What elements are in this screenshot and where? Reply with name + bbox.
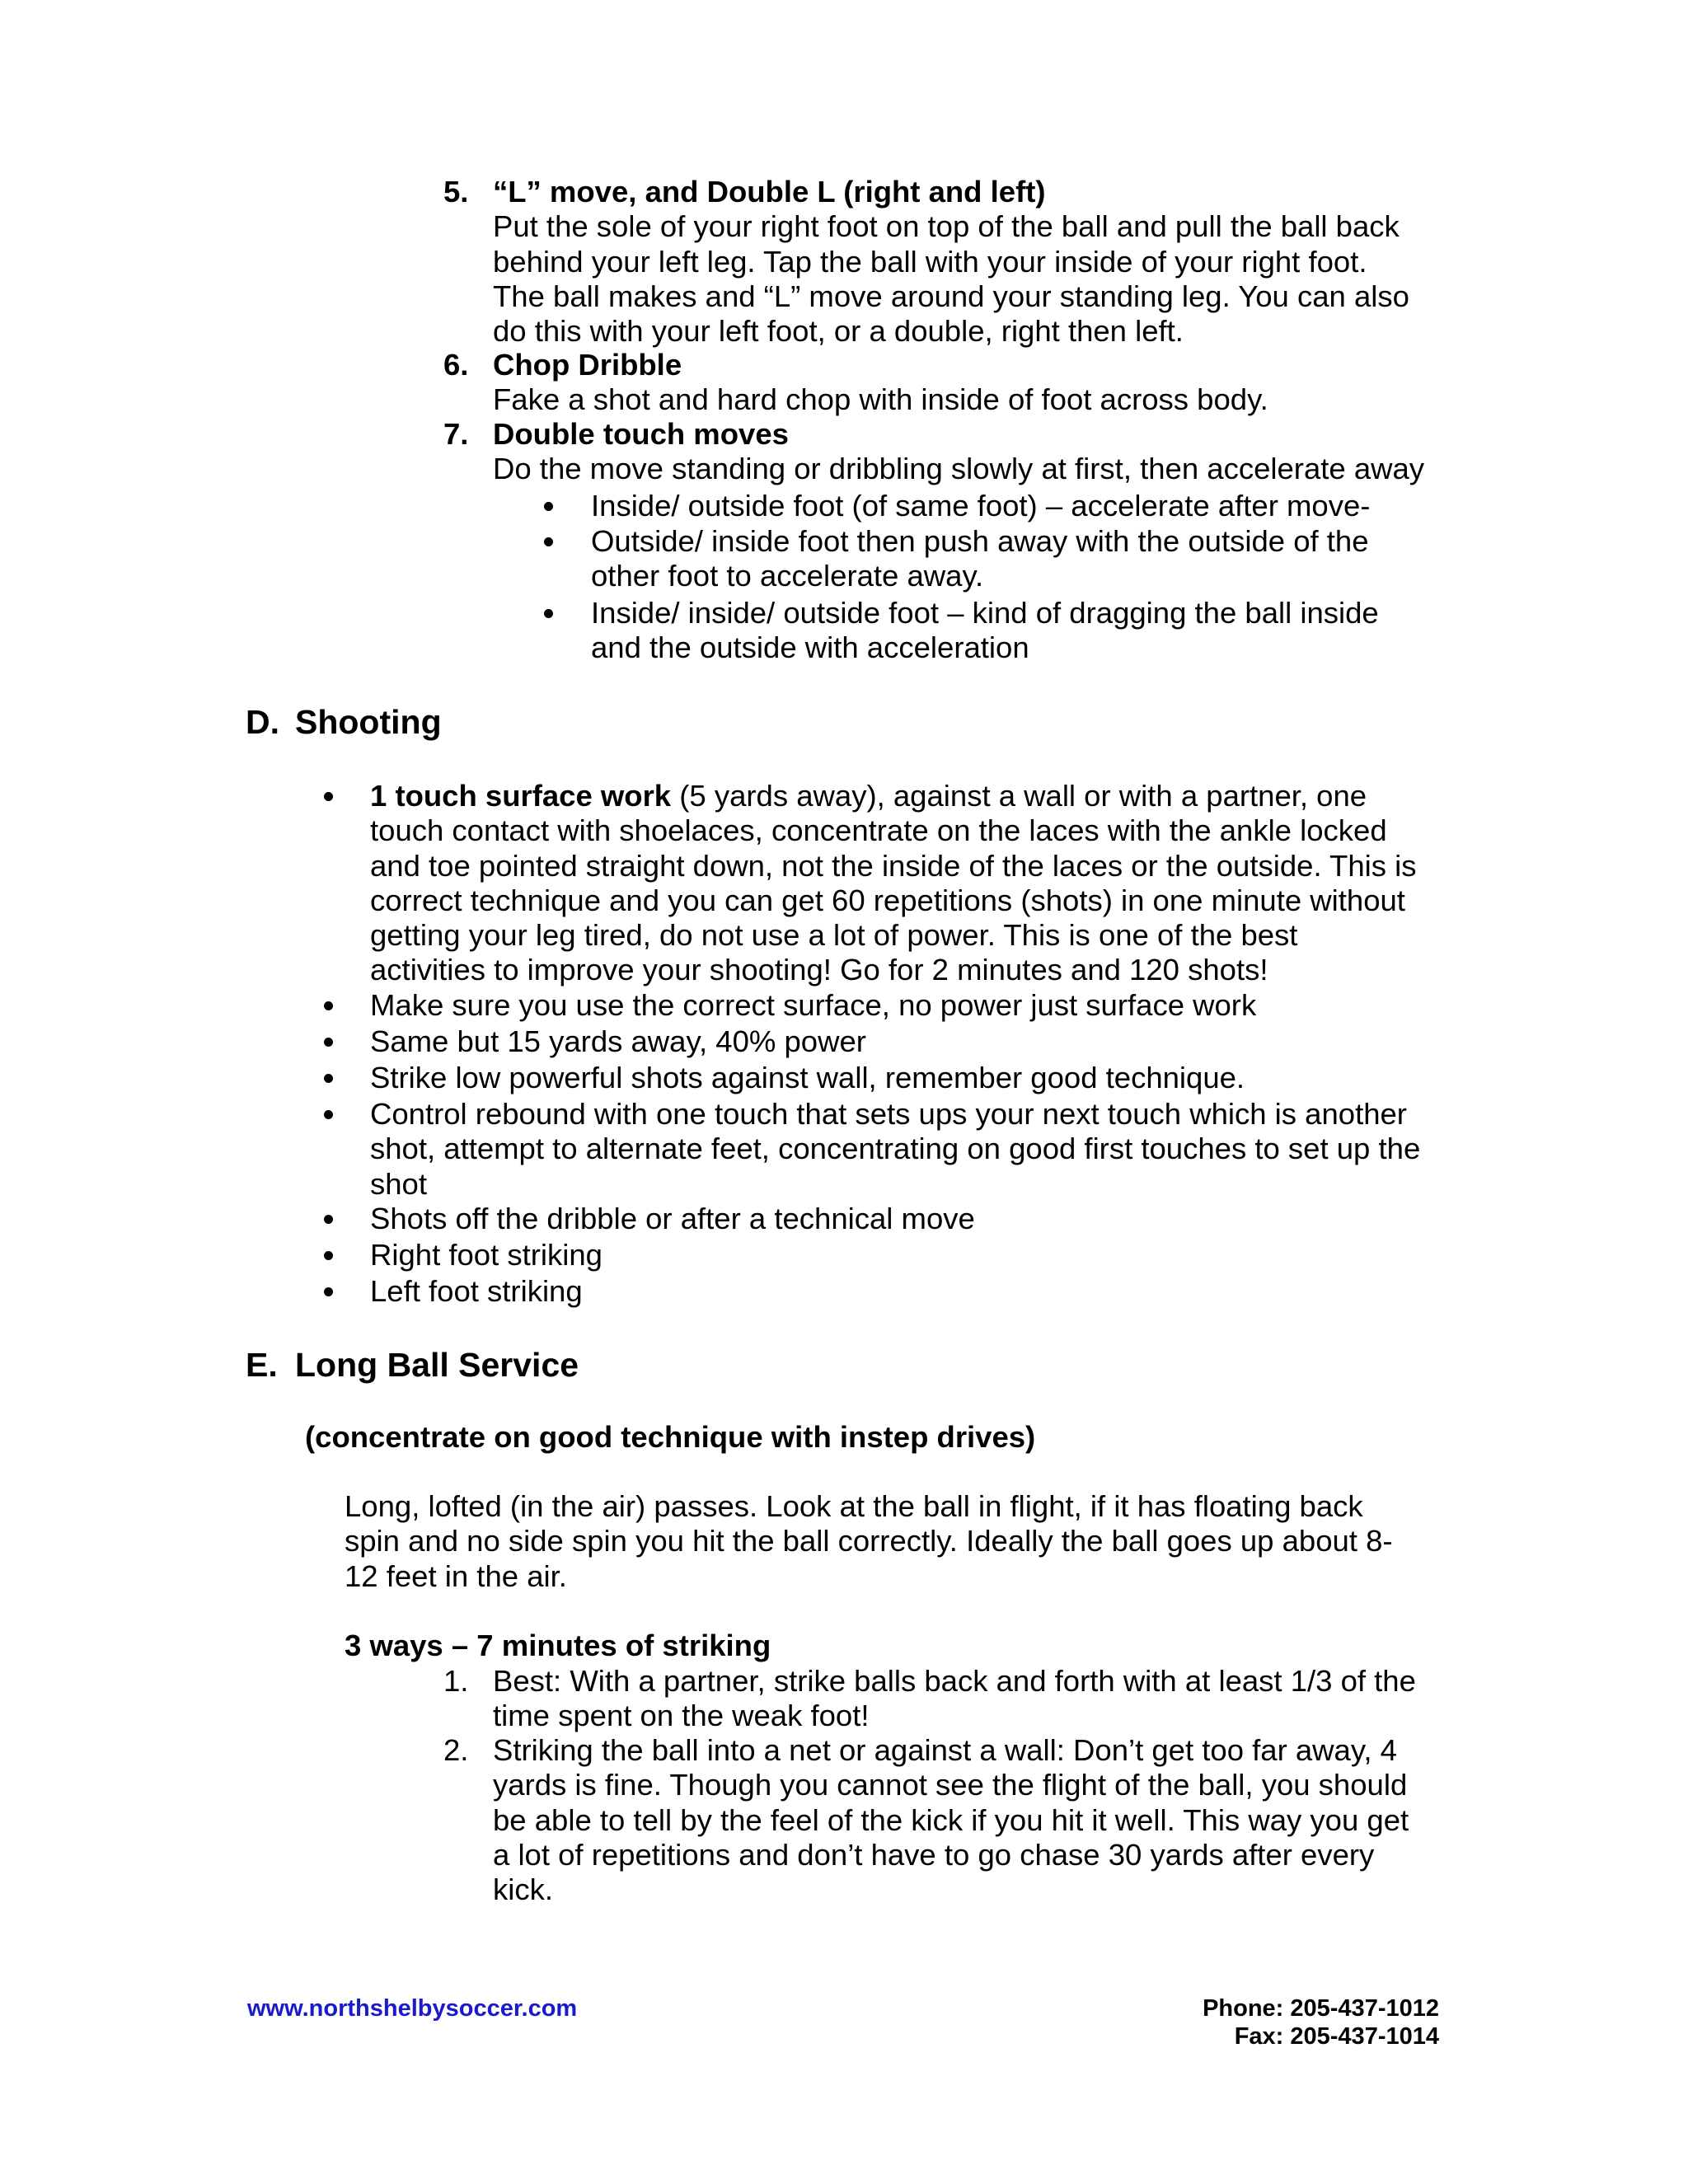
paragraph-line: Long, lofted (in the air) passes. Look at the ball in flight, if it has floating back [345,1489,1363,1523]
bullet-icon [324,1251,333,1260]
bullet-icon [544,502,553,511]
bullet-text-line: Outside/ inside foot then push away with the outside of the [591,524,1369,558]
bullet-text-line: Strike low powerful shots against wall, remember good technique. [370,1061,1245,1094]
bullet-icon [324,1287,333,1296]
bullet-lead-rest: (5 yards away), against a wall or with a partner, one [671,779,1367,813]
section-letter: E. [246,1346,278,1384]
bullet-text-line: shot [370,1166,427,1201]
section-title: Long Ball Service [295,1346,579,1384]
bullet-bold-lead: 1 touch surface work [370,779,672,813]
bullet-icon [544,609,553,618]
list-number: 1. [443,1664,469,1698]
bullet-icon [324,1001,333,1010]
ways-heading: 3 ways – 7 minutes of striking [345,1629,771,1662]
bullet-icon [544,537,553,546]
paragraph-line: 12 feet in the air. [345,1558,567,1593]
section-heading-long-ball-service [0,1345,1688,1385]
list-number: 6. [443,348,469,382]
move-title: Double touch moves [493,417,789,451]
move-text-line: do this with your left foot, or a double, right then left. [493,314,1184,349]
contact-info [1203,1994,1439,2050]
section-subtitle: (concentrate on good technique with instep drives) [305,1420,1036,1454]
way-text-line: kick. [493,1872,553,1907]
move-text-line: Put the sole of your right foot on top of the ball and pull the ball back [493,209,1400,244]
way-text-line: a lot of repetitions and don’t have to go chase 30 yards after every [493,1837,1375,1872]
move-title: “L” move, and Double L (right and left) [493,175,1046,209]
bullet-text-line: Inside/ outside foot (of same foot) – accelerate after move- [591,489,1371,523]
list-number: 5. [443,175,469,209]
bullet-text-line: Shots off the dribble or after a technical move [370,1202,975,1235]
bullet-text-line: and the outside with acceleration [591,630,1029,665]
phone-number: Phone: 205-437-1012 [1203,1995,1439,2022]
bullet-text-line: Inside/ inside/ outside foot – kind of dragging the ball inside [591,596,1379,630]
bullet-text-line: Same but 15 yards away, 40% power [370,1024,866,1058]
website-link[interactable]: www.northshelbysoccer.com [247,1995,578,2022]
bullet-text-line: correct technique and you can get 60 repetitions (shots) in one minute without [370,883,1405,917]
section-letter: D. [246,703,279,741]
way-text-line: Striking the ball into a net or against a wall: Don’t get too far away, 4 [493,1733,1397,1767]
move-text-line: Fake a shot and hard chop with inside of foot across body. [493,382,1268,417]
bullet-text-line: activities to improve your shooting! Go for 2 minutes and 120 shots! [370,953,1268,987]
bullet-icon [324,1074,333,1083]
bullet-text-line: Control rebound with one touch that sets ups your next touch which is another [370,1097,1407,1131]
bullet-icon [324,1038,333,1047]
list-number: 7. [443,417,469,451]
bullet-icon [324,1215,333,1224]
section-title: Shooting [295,703,442,741]
list-number: 2. [443,1733,469,1767]
bullet-text-line [370,779,1458,813]
bullet-text-line: touch contact with shoelaces, concentrate on the laces with the ankle locked [370,813,1387,848]
fax-number: Fax: 205-437-1014 [1234,2023,1439,2050]
bullet-text-line: Make sure you use the correct surface, no power just surface work [370,988,1257,1022]
bullet-text-line: getting your leg tired, do not use a lot of power. This is one of the best [370,918,1298,953]
bullet-text-line: and toe pointed straight down, not the inside of the laces or the outside. This is [370,848,1417,883]
bullet-text-line: other foot to accelerate away. [591,559,984,593]
bullet-text-line: shot, attempt to alternate feet, concentrating on good first touches to set up the [370,1132,1421,1166]
way-text-line: be able to tell by the feel of the kick if you hit it well. This way you get [493,1802,1409,1837]
paragraph-line: spin and no side spin you hit the ball correctly. Ideally the ball goes up about 8- [345,1524,1393,1558]
section-heading-shooting [0,702,1688,742]
move-text-line: The ball makes and “L” move around your standing leg. You can also [493,279,1409,313]
move-text-line: Do the move standing or dribbling slowly at first, then accelerate away [493,452,1425,486]
bullet-icon [324,1110,333,1119]
section-paragraph [345,1489,1465,1594]
way-text-line: Best: With a partner, strike balls back and forth with at least 1/3 of the [493,1664,1416,1698]
move-text-line: behind your left leg. Tap the ball with your inside of your right foot. [493,244,1367,279]
move-title: Chop Dribble [493,348,682,382]
bullet-text-line: Left foot striking [370,1274,583,1308]
bullet-icon [324,792,333,801]
way-text-line: time spent on the weak foot! [493,1699,870,1733]
bullet-text-line: Right foot striking [370,1238,603,1272]
way-text-line: yards is fine. Though you cannot see the flight of the ball, you should [493,1768,1408,1802]
